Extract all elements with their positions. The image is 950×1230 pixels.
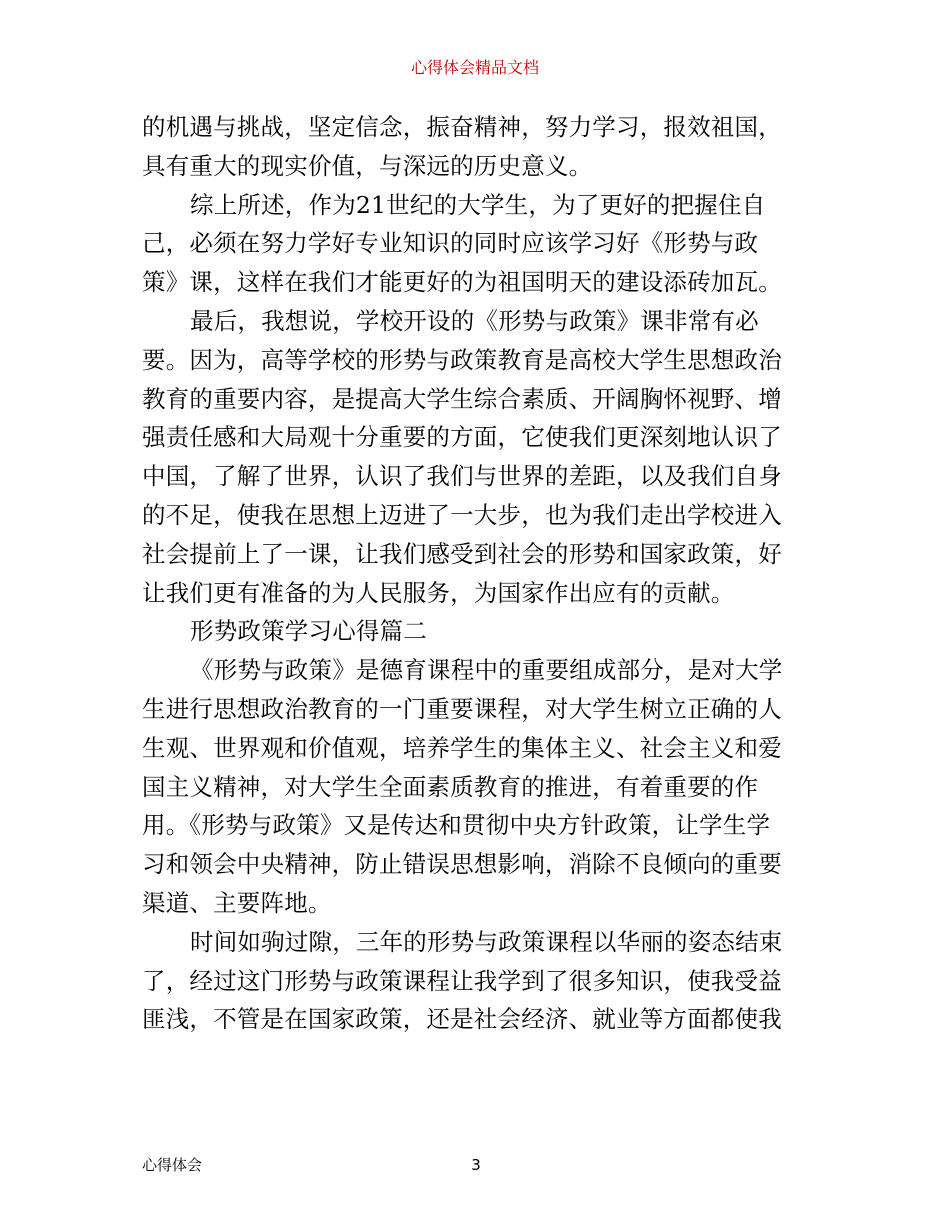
page-number: 3 [471,1156,481,1174]
text-line: 国主义精神，对大学生全面素质教育的推进，有着重要的作 [142,772,759,801]
document-body [142,108,817,1039]
text-line: 强责任感和大局观十分重要的方面，它使我们更深刻地认识了 [142,423,782,452]
paragraph-start-line: 《形势与政策》是德育课程中的重要组成部分，是对大学 [190,656,783,685]
text-line: 习和领会中央精神，防止错误思想影响，消除不良倾向的重要 [142,850,782,879]
text-line: 生进行思想政治教育的一门重要课程，对大学生树立正确的人 [142,694,782,723]
paragraph-start-line: 最后，我想说，学校开设的《形势与政策》课非常有必 [190,306,759,335]
text-line: 渠道、主要阵地。 [142,888,332,917]
text-line: 匪浅，不管是在国家政策，还是社会经济、就业等方面都使我 [142,1005,782,1034]
text-line: 让我们更有准备的为人民服务，为国家作出应有的贡献。 [142,578,735,607]
text-line: 具有重大的现实价值，与深远的历史意义。 [142,151,593,180]
text-line: 教育的重要内容，是提高大学生综合素质、开阔胸怀视野、增 [142,384,782,413]
paragraph-start-line: 综上所述，作为21世纪的大学生，为了更好的把握住自 [190,190,766,219]
text-line: 生观、世界观和价值观，培养学生的集体主义、社会主义和爱 [142,733,782,762]
text-line: 用。《形势与政策》又是传达和贯彻中央方针政策，让学生学 [142,811,771,840]
paragraph-start-line: 时间如驹过隙，三年的形势与政策课程以华丽的姿态结束 [190,927,783,956]
text-line: 中国，了解了世界，认识了我们与世界的差距，以及我们自身 [142,462,782,491]
text-line: 了，经过这门形势与政策课程让我学到了很多知识，使我受益 [142,966,782,995]
text-line: 己，必须在努力学好专业知识的同时应该学习好《形势与政 [142,229,759,258]
document-header-title: 心得体会精品文档 [410,58,539,77]
text-line: 的不足，使我在思想上迈进了一大步，也为我们走出学校进入 [142,500,782,529]
text-line: 的机遇与挑战，坚定信念，振奋精神，努力学习，报效祖国， [142,113,782,141]
text-line: 社会提前上了一课，让我们感受到社会的形势和国家政策，好 [142,539,782,568]
text-line: 要。因为，高等学校的形势与政策教育是高校大学生思想政治 [142,345,782,374]
footer-label: 心得体会 [142,1156,203,1174]
text-line: 策》课，这样在我们才能更好的为祖国明天的建设添砖加瓦。 [142,268,782,297]
section-heading: 形势政策学习心得篇二 [190,617,427,646]
